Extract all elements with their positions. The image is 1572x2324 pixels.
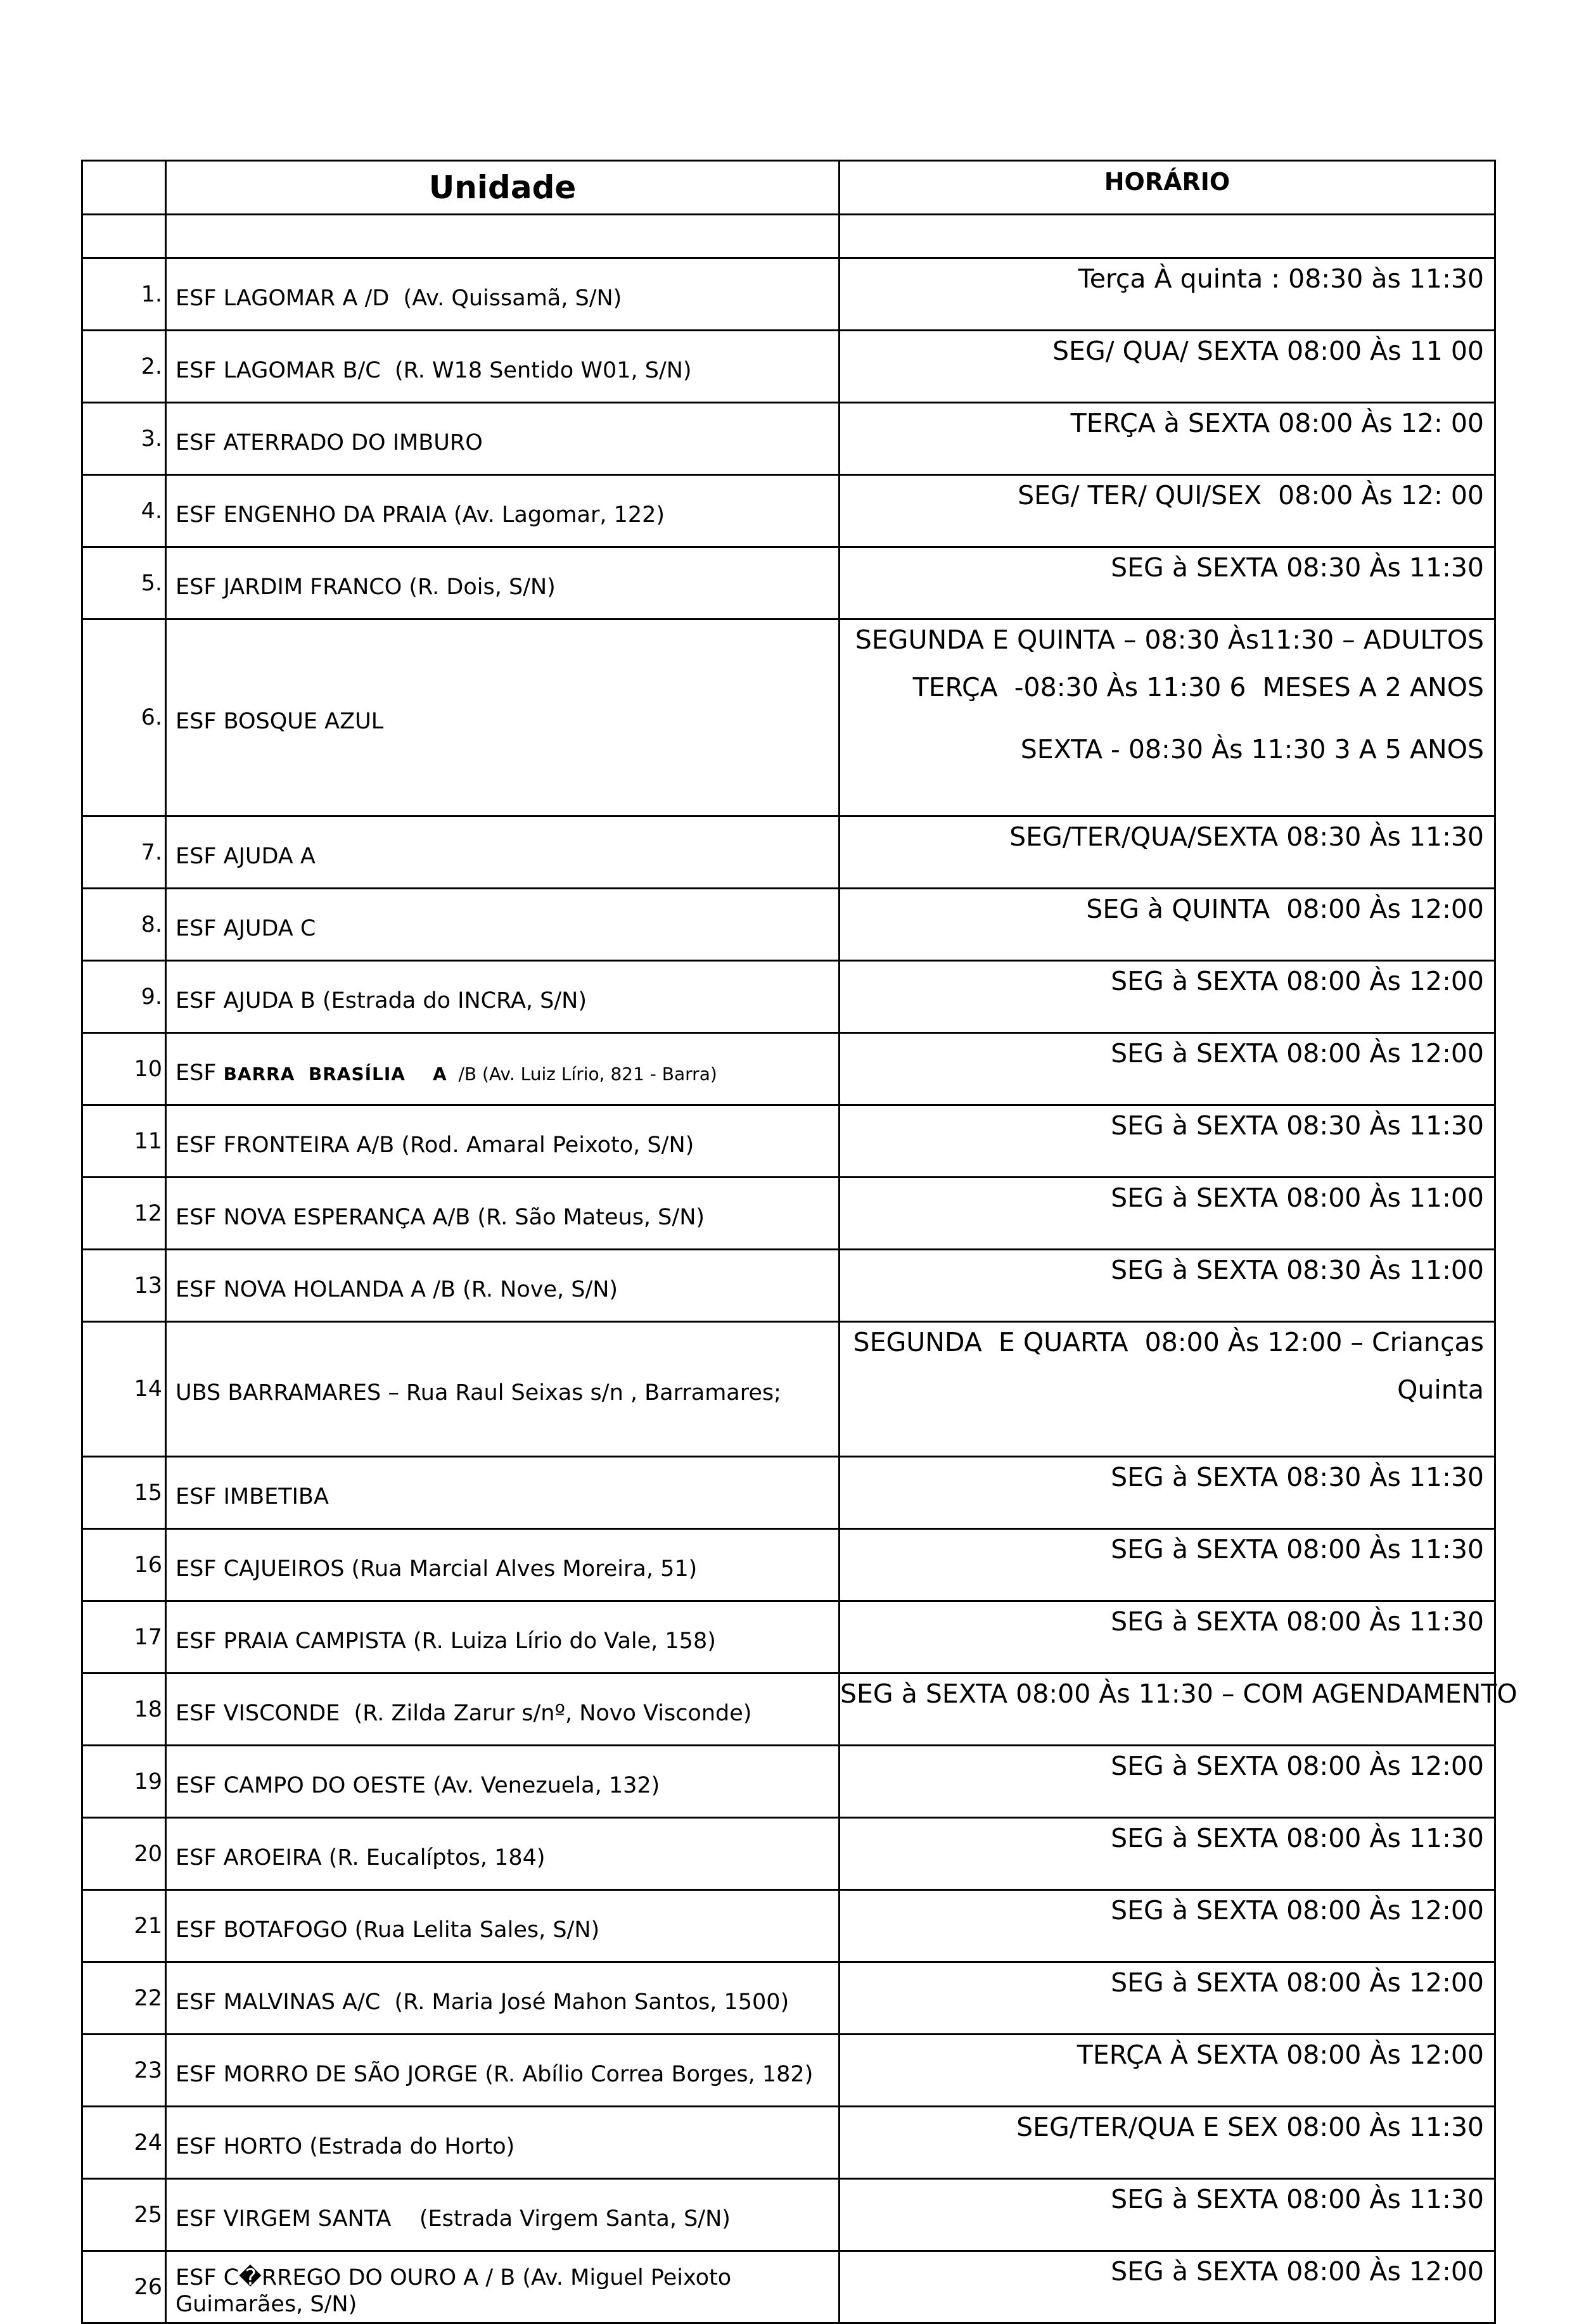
horario-cell [840, 1250, 1495, 1322]
row-number: 9. [82, 961, 166, 1033]
row-number: 16 [82, 1529, 166, 1601]
horario-line: SEG à SEXTA 08:00 Às 11:30 [1111, 1606, 1484, 1637]
unit-name: ESF NOVA HOLANDA A /B (R. Nove, S/N) [166, 1250, 840, 1322]
horario-cell [840, 1818, 1495, 1890]
header-horario: HORÁRIO [840, 161, 1495, 215]
horario-cell [840, 1457, 1495, 1529]
row-number: 15 [82, 1457, 166, 1529]
horario-line: SEG/ TER/ QUI/SEX 08:00 Às 12: 00 [1018, 480, 1484, 511]
horario-cell [840, 619, 1495, 816]
horario-line: SEG à SEXTA 08:00 Às 12:00 [1111, 1967, 1484, 1998]
row-number: 3. [82, 403, 166, 475]
table-row [82, 619, 1495, 816]
blank-cell [840, 215, 1495, 258]
horario-line: SEG à SEXTA 08:00 Às 11:30 – COM AGENDAMENTO [840, 1679, 1518, 1709]
unit-name-suffix: /B (Av. Luiz Lírio, 821 - Barra) [447, 1063, 717, 1084]
table-row [82, 1033, 1495, 1105]
unit-name: ESF ENGENHO DA PRAIA (Av. Lagomar, 122) [166, 475, 840, 547]
horario-cell [840, 2107, 1495, 2179]
horario-line: SEXTA - 08:30 Às 11:30 3 A 5 ANOS [1020, 734, 1484, 765]
horario-cell [840, 403, 1495, 475]
table-header-row [82, 161, 1495, 215]
table-row [82, 1105, 1495, 1178]
table-row [82, 1322, 1495, 1457]
row-number: 24 [82, 2107, 166, 2179]
horario-line: SEG à SEXTA 08:00 Às 11:30 [1111, 1823, 1484, 1853]
unit-name: ESF ATERRADO DO IMBURO [166, 403, 840, 475]
row-number: 18 [82, 1673, 166, 1746]
table-row [82, 475, 1495, 547]
unit-name: ESF BOSQUE AZUL [166, 619, 840, 816]
table-row [82, 1890, 1495, 1962]
horario-line: SEG à SEXTA 08:30 Às 11:00 [1111, 1255, 1484, 1285]
horario-cell [840, 1962, 1495, 2035]
table-row [82, 889, 1495, 961]
table-row [82, 331, 1495, 403]
horario-line: TERÇA à SEXTA 08:00 Às 12: 00 [1070, 408, 1484, 438]
blank-row [82, 215, 1495, 258]
unit-name: ESF IMBETIBA [166, 1457, 840, 1529]
horario-line: SEG à SEXTA 08:00 Às 12:00 [1111, 1895, 1484, 1926]
row-number: 20 [82, 1818, 166, 1890]
table-row [82, 816, 1495, 889]
horario-cell [840, 1890, 1495, 1962]
table-row [82, 547, 1495, 619]
unit-name: UBS BARRAMARES – Rua Raul Seixas s/n , Barramares; [166, 1322, 840, 1457]
row-number: 8. [82, 889, 166, 961]
row-number: 17 [82, 1601, 166, 1673]
horario-cell [840, 2251, 1495, 2323]
horario-cell [840, 1105, 1495, 1178]
row-number: 5. [82, 547, 166, 619]
horario-line: TERÇA -08:30 Às 11:30 6 MESES A 2 ANOS [912, 672, 1484, 703]
table-row [82, 1601, 1495, 1673]
unit-name-prefix: ESF [176, 1060, 224, 1086]
unit-name: ESF HORTO (Estrada do Horto) [166, 2107, 840, 2179]
horario-cell [840, 475, 1495, 547]
row-number: 13 [82, 1250, 166, 1322]
row-number: 7. [82, 816, 166, 889]
unit-name: ESF LAGOMAR B/C (R. W18 Sentido W01, S/N) [166, 331, 840, 403]
horario-line: SEG à SEXTA 08:00 Às 11:30 [1111, 2184, 1484, 2214]
horario-line: SEG/TER/QUA E SEX 08:00 Às 11:30 [1016, 2112, 1484, 2142]
row-number: 10 [82, 1033, 166, 1105]
unit-name-bold: BARRA BRASÍLIA A [223, 1063, 447, 1084]
horario-line: SEG/TER/QUA/SEXTA 08:30 Às 11:30 [1009, 822, 1484, 852]
schedule-table [81, 160, 1518, 2324]
unit-name: ESF AJUDA B (Estrada do INCRA, S/N) [166, 961, 840, 1033]
horario-line: SEG à SEXTA 08:30 Às 11:30 [1111, 1110, 1484, 1141]
table-row [82, 258, 1495, 331]
horario-cell [840, 547, 1495, 619]
horario-cell [840, 1322, 1495, 1457]
row-number: 11 [82, 1105, 166, 1178]
horario-line: SEG à SEXTA 08:00 Às 12:00 [1111, 966, 1484, 996]
unit-name: ESF CAJUEIROS (Rua Marcial Alves Moreira, 51) [166, 1529, 840, 1601]
table-row [82, 1818, 1495, 1890]
table-row [82, 1250, 1495, 1322]
horario-line: SEG à SEXTA 08:00 Às 12:00 [1111, 1038, 1484, 1069]
table-row [82, 1178, 1495, 1250]
header-number-cell [82, 161, 166, 215]
unit-name: ESF C�RREGO DO OURO A / B (Av. Miguel Peixoto Guimarães, S/N) [166, 2251, 840, 2323]
unit-name: ESF AJUDA A [166, 816, 840, 889]
table-row [82, 1673, 1495, 1746]
row-number: 1. [82, 258, 166, 331]
horario-cell [840, 1601, 1495, 1673]
horario-line: Quinta [1397, 1375, 1484, 1406]
horario-cell [840, 2035, 1495, 2107]
horario-cell [840, 889, 1495, 961]
horario-line: SEG à QUINTA 08:00 Às 12:00 [1086, 894, 1484, 924]
horario-line: SEG à SEXTA 08:30 Às 11:30 [1111, 552, 1484, 583]
row-number: 6. [82, 619, 166, 816]
table-row [82, 2251, 1495, 2323]
unit-name: ESF FRONTEIRA A/B (Rod. Amaral Peixoto, S/N) [166, 1105, 840, 1178]
table-row [82, 1962, 1495, 2035]
row-number: 2. [82, 331, 166, 403]
unit-name: ESF JARDIM FRANCO (R. Dois, S/N) [166, 547, 840, 619]
horario-line: SEG/ QUA/ SEXTA 08:00 Às 11 00 [1052, 336, 1484, 366]
row-number: 21 [82, 1890, 166, 1962]
horario-cell [840, 1746, 1495, 1818]
row-number: 23 [82, 2035, 166, 2107]
horario-line: SEG à SEXTA 08:00 Às 11:00 [1111, 1183, 1484, 1213]
unit-name: ESF VIRGEM SANTA (Estrada Virgem Santa, S/N) [166, 2179, 840, 2251]
horario-cell [840, 258, 1495, 331]
table-row [82, 1746, 1495, 1818]
table-row [82, 1457, 1495, 1529]
table-row [82, 403, 1495, 475]
table-row [82, 961, 1495, 1033]
horario-cell [840, 961, 1495, 1033]
unit-name: ESF CAMPO DO OESTE (Av. Venezuela, 132) [166, 1746, 840, 1818]
unit-name: ESF VISCONDE (R. Zilda Zarur s/nº, Novo Visconde) [166, 1673, 840, 1746]
table-row [82, 2035, 1495, 2107]
horario-cell [840, 2179, 1495, 2251]
unit-name [166, 1033, 840, 1105]
horario-cell [840, 1033, 1495, 1105]
blank-cell [82, 215, 166, 258]
horario-cell [840, 816, 1495, 889]
row-number: 19 [82, 1746, 166, 1818]
row-number: 14 [82, 1322, 166, 1457]
unit-name: ESF MORRO DE SÃO JORGE (R. Abílio Correa Borges, 182) [166, 2035, 840, 2107]
horario-line: SEG à SEXTA 08:30 Às 11:30 [1111, 1462, 1484, 1492]
row-number: 22 [82, 1962, 166, 2035]
horario-cell [840, 1178, 1495, 1250]
table-row [82, 2179, 1495, 2251]
unit-name: ESF BOTAFOGO (Rua Lelita Sales, S/N) [166, 1890, 840, 1962]
table-row [82, 1529, 1495, 1601]
horario-cell [840, 331, 1495, 403]
horario-line: SEGUNDA E QUARTA 08:00 Às 12:00 – Crianças [853, 1327, 1484, 1357]
horario-line: SEG à SEXTA 08:00 Às 12:00 [1111, 2256, 1484, 2287]
horario-line: Terça À quinta : 08:30 às 11:30 [1078, 264, 1484, 294]
header-unidade: Unidade [166, 161, 840, 215]
unit-name: ESF AROEIRA (R. Eucalíptos, 184) [166, 1818, 840, 1890]
row-number: 25 [82, 2179, 166, 2251]
unit-name: ESF LAGOMAR A /D (Av. Quissamã, S/N) [166, 258, 840, 331]
unit-name: ESF PRAIA CAMPISTA (R. Luiza Lírio do Vale, 158) [166, 1601, 840, 1673]
horario-cell [840, 1529, 1495, 1601]
unit-name: ESF NOVA ESPERANÇA A/B (R. São Mateus, S/N) [166, 1178, 840, 1250]
blank-cell [166, 215, 840, 258]
row-number: 12 [82, 1178, 166, 1250]
row-number: 26 [82, 2251, 166, 2323]
horario-line: SEG à SEXTA 08:00 Às 12:00 [1111, 1751, 1484, 1781]
horario-cell [840, 1673, 1518, 1746]
horario-line: SEG à SEXTA 08:00 Às 11:30 [1111, 1534, 1484, 1565]
unit-name: ESF AJUDA C [166, 889, 840, 961]
row-number: 4. [82, 475, 166, 547]
horario-line: SEGUNDA E QUINTA – 08:30 Às11:30 – ADULTOS [855, 625, 1484, 655]
horario-line: TERÇA À SEXTA 08:00 Às 12:00 [1077, 2040, 1484, 2070]
unit-name: ESF MALVINAS A/C (R. Maria José Mahon Santos, 1500) [166, 1962, 840, 2035]
table-row [82, 2107, 1495, 2179]
